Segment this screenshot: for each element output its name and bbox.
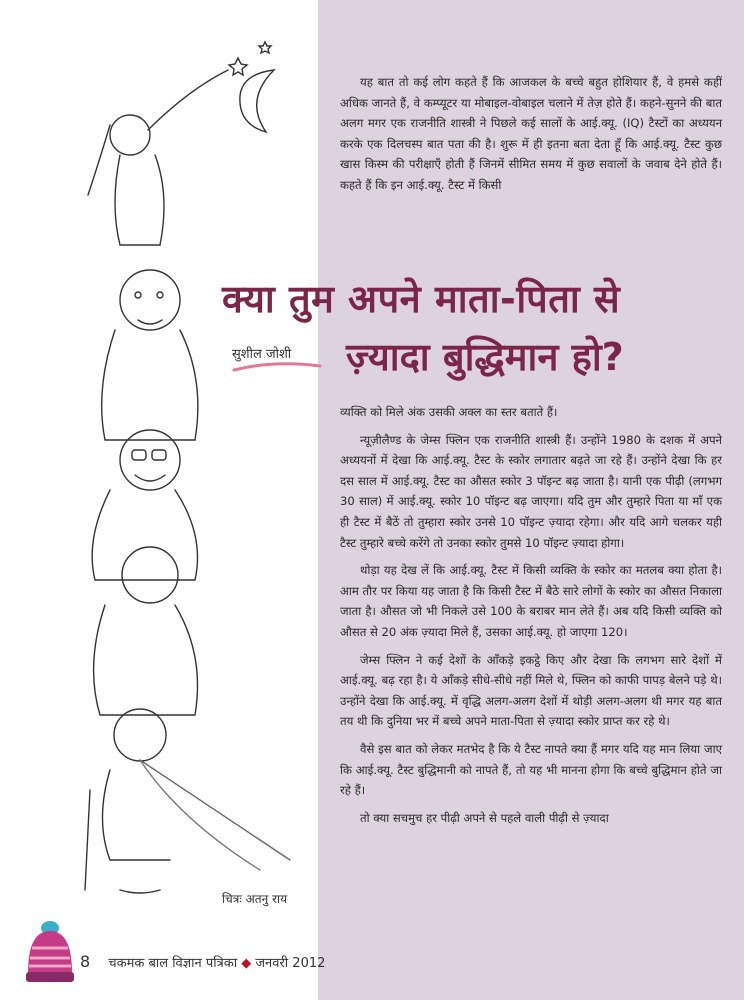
body-paragraph: थोड़ा यह देख लें कि आई.क्यू. टैस्ट में किसी व्यक्ति के स्कोर का मतलब क्या होता है। आम तौर पर किया यह जाता है कि किसी टैस्ट में बैठे सारे लोगों के स्कोर का औसत निकाला जाता है। औसत जो भी निकले उसे 100 के बराबर मान लेते हैं। अब यदि किसी व्यक्ति को औसत से 20 अंक ज़्यादा मिले हैं, उसका आई.क्यू. हो जाएगा 120। [340,563,722,639]
article-body [340,402,722,835]
page-number: 8 [80,952,91,971]
body-paragraph: तो क्या सचमुच हर पीढ़ी अपने से पहले वाली पीढ़ी से ज़्यादा [360,810,609,825]
headline-line-1: क्या तुम अपने माता-पिता से [222,277,621,321]
author-underline-stroke [232,360,322,374]
headline-line-2: ज़्यादा बुद्धिमान हो? [346,335,624,379]
body-paragraph: न्यूज़ीलैण्ड के जेम्स फ्लिन एक राजनीति शास्त्री हैं। उन्होंने 1980 के दशक में अपने अध्ययनों में देखा कि आई.क्यू. टैस्ट के स्कोर लगातार बढ़ते जा रहे हैं। उन्होंने देखा कि हर दस साल में आई.क्यू. टैस्ट का औसत स्कोर 3 पॉइन्ट बढ़ जाता है। यानी एक पीढ़ी (लगभग 30 साल) में आई.क्यू. स्कोर 10 पॉइन्ट बढ़ जाएगा। यदि तुम और तुम्हारे पिता या माँ एक ही टैस्ट में बैठें तो तुम्हारा स्कोर उनसे 10 पॉइन्ट ज़्यादा रहेगा। और यदि आगे चलकर यही टैस्ट तुम्हारे बच्चे करेंगे तो उनका स्कोर तुमसे 10 पॉइन्ट ज़्यादा होगा। [340,432,722,550]
footer-separator: ◆ [241,956,252,971]
illustration-credit: चित्रः अतनु राय [222,892,288,906]
body-paragraph: वैसे इस बात को लेकर मतभेद है कि ये टैस्ट नापते क्या हैं मगर यदि यह मान लिया जाए कि आई.क्यू. टैस्ट बुद्धिमानी को नापते हैं, तो यह भी मानना होगा कि बच्चे बुद्धिमान होते जा रहे हैं। [340,741,722,798]
body-paragraph: जेम्स फ्लिन ने कई देशों के आँकड़े इकट्ठे किए और देखा कि लगभग सारे देशों में आई.क्यू. बढ़ रहा है। ये आँकड़े सीधे-सीधे नहीं मिले थे, फ्लिन को काफी पापड़ बेलने पड़े थे। उन्होंने देखा कि आई.क्यू. में वृद्धि अलग-अलग देशों में थोड़ी अलग-अलग थी मगर यह बात तय थी कि दुनिया भर में बच्चे अपने माता-पिता से ज़्यादा स्कोर प्राप्त कर रहे थे। [340,652,722,729]
issue-date: जनवरी 2012 [255,956,326,971]
woolly-hat-icon [20,918,80,988]
page-footer [80,952,325,971]
article-intro [340,72,722,203]
magazine-name: चकमक बाल विज्ञान पत्रिका [108,956,238,971]
intro-paragraph: यह बात तो कई लोग कहते हैं कि आजकल के बच्चे बहुत होशियार हैं, वे हमसे कहीं अधिक जानते हैं, वे कम्प्यूटर या मोबाइल-वोबाइल चलाने में तेज़ होते हैं। कहने-सुनने की बात अलग मगर एक राजनीति शास्त्री ने पिछले कई सालों के आई.क्यू. (IQ) टैस्टों का अध्ययन करके एक दिलचस्प बात पता की है। शुरू में ही इतना बता देता हूँ कि आई.क्यू. टैस्ट कुछ खास किस्म की परीक्षाएँ होती हैं जिनमें सीमित समय में कुछ सवालों के जवाब देने होते हैं। कहते हैं कि इन आई.क्यू. टैस्ट में किसी [340,75,722,192]
stacked-generations-illustration [0,30,330,900]
author-name: सुशील जोशी [232,347,292,362]
body-paragraph: व्यक्ति को मिले अंक उसकी अक्ल का स्तर बताते हैं। [340,405,558,419]
